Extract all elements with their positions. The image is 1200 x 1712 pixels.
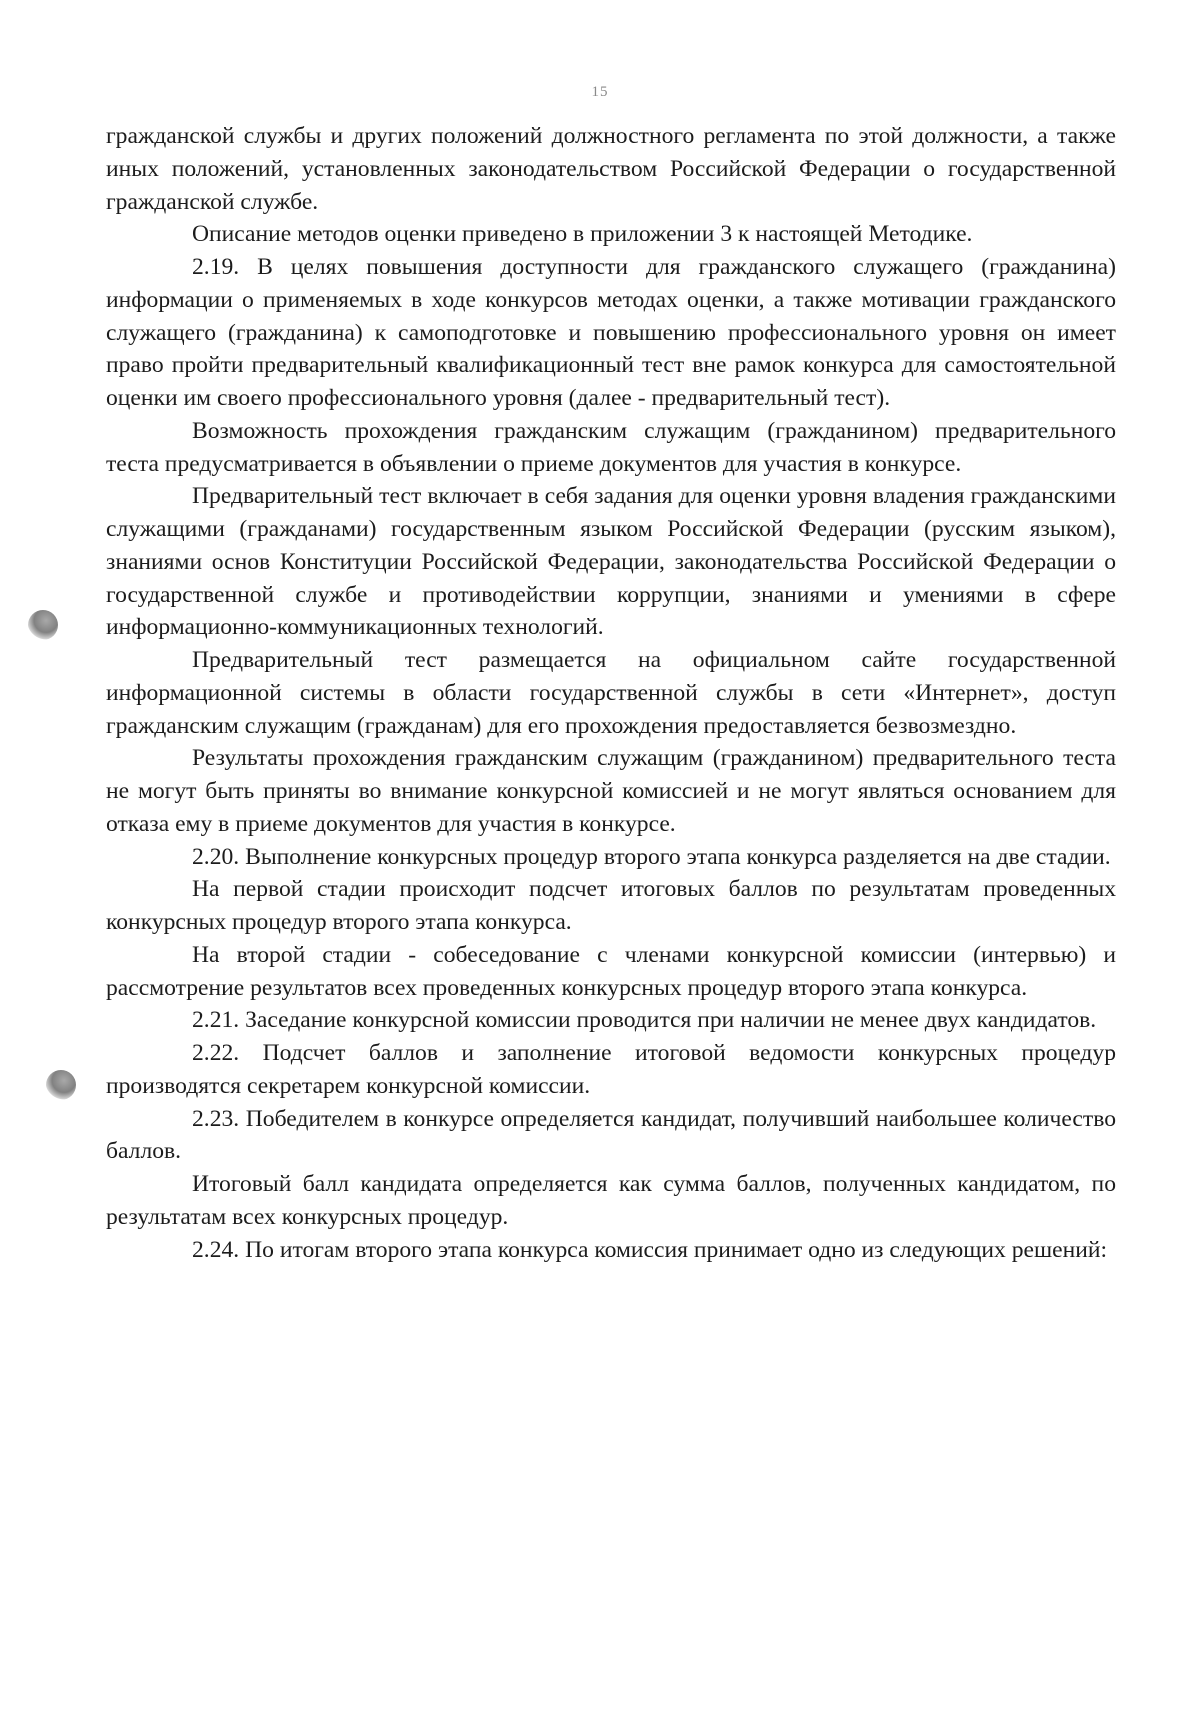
paragraph-2-20: 2.20. Выполнение конкурсных процедур второго этапа конкурса разделяется на две стадии. [192,843,1111,870]
paragraph: Результаты прохождения гражданским служащим (гражданином) предварительного теста не могут быть приняты во внимание конкурсной комиссией и не могут являться основанием для отказа ему в приеме документов для участия в конкурсе. [106,745,1116,837]
page-number: 15 [591,84,609,100]
paragraph-2-24: 2.24. По итогам второго этапа конкурса комиссия принимает одно из следующих решений: [192,1236,1108,1263]
paragraph: На первой стадии происходит подсчет итоговых баллов по результатам проведенных конкурсных процедур второго этапа конкурса. [106,876,1116,935]
paragraph: Итоговый балл кандидата определяется как сумма баллов, полученных кандидатом, по результатам всех конкурсных процедур. [106,1171,1116,1230]
paragraph: Описание методов оценки приведено в приложении 3 к настоящей Методике. [192,221,973,248]
paragraph: Предварительный тест размещается на официальном сайте государственной информационной системы в области государственной службы в сети «Интернет», доступ гражданским служащим (гражданам) для его прохождения предоставляется безвозмездно. [106,647,1116,739]
paragraph: На второй стадии - собеседование с членами конкурсной комиссии (интервью) и рассмотрение результатов всех проведенных конкурсных процедур второго этапа конкурса. [106,941,1116,1001]
paragraph: гражданской службы и других положений должностного регламента по этой должности, а также иных положений, установленных законодательством Российской Федерации о государственной гражданской службе. [106,123,1116,215]
paragraph-2-19: 2.19. В целях повышения доступности для гражданского служащего (гражданина) информации о применяемых в ходе конкурсов методах оценки, а также мотивации гражданского служащего (гражданина) к самоподготовке и повышению профессионального уровня он имеет право пройти предварительный квалификационный тест вне рамок конкурса для самостоятельной оценки им своего профессионального уровня (далее - предварительный тест). [106,254,1116,411]
paragraph-2-23: 2.23. Победителем в конкурсе определяется кандидат, получивший наибольшее количество баллов. [106,1105,1116,1165]
punch-hole-mark [28,610,58,640]
paragraph-2-22: 2.22. Подсчет баллов и заполнение итоговой ведомости конкурсных процедур производятся секретарем конкурсной комиссии. [106,1040,1116,1099]
paragraph: Возможность прохождения гражданским служащим (гражданином) предварительного теста предусматривается в объявлении о приеме документов для участия в конкурсе. [106,417,1116,477]
document-body [106,120,1116,1266]
paragraph: Предварительный тест включает в себя задания для оценки уровня владения гражданскими служащими (гражданами) государственным языком Российской Федерации (русским языком), знаниями основ Конституции Российской Федерации, законодательства Российской Федерации о государственной службе и противодействии коррупции, знаниями и умениями в сфере информационно-коммуникационных технологий. [106,483,1116,641]
punch-hole-mark [46,1070,76,1100]
paragraph-2-21: 2.21. Заседание конкурсной комиссии проводится при наличии не менее двух кандидатов. [192,1007,1097,1034]
